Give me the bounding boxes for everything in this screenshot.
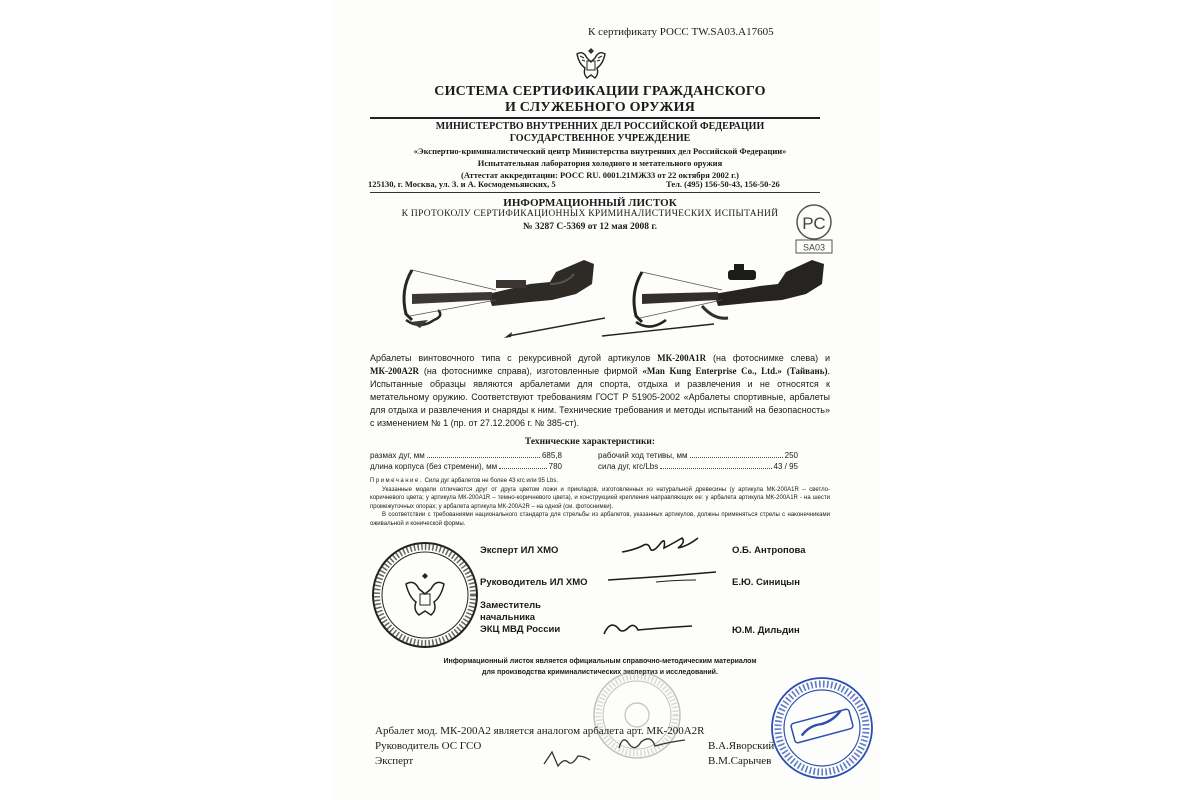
ministry-line1: МИНИСТЕРСТВО ВНУТРЕННИХ ДЕЛ РОССИЙСКОЙ ФЕДЕРАЦИИ [435, 121, 765, 132]
manufacturer: «Man Kung Enterprise Co., Ltd.» [642, 366, 782, 376]
round-seal-stamp [370, 540, 480, 650]
signer-3-title-line1: Заместитель [480, 600, 542, 611]
desc-text-a: Арбалеты винтовочного типа с рекурсивной дугой артикулов [370, 353, 658, 363]
signer-2-title: Руководитель ИЛ ХМО [480, 577, 588, 588]
description-paragraph [370, 352, 830, 430]
signer-1-name: О.Б. Антропова [732, 545, 806, 556]
note-3: В соответствии с требованиями национального стандарта для стрельбы из арбалетов, указанных артикулов, должны применяться стрелы с наконечниками оживальной и конической формы. [370, 512, 830, 527]
blue-certification-seal [770, 676, 874, 780]
signer-3-name: Ю.М. Дильдин [732, 625, 800, 636]
system-title [390, 84, 810, 116]
notes-block [370, 477, 830, 528]
lab-address: 125130, г. Москва, ул. З. и А. Космодемьянских, 5 [368, 179, 556, 189]
system-title-line1: СИСТЕМА СЕРТИФИКАЦИИ ГРАЖДАНСКОГО [434, 84, 766, 99]
spec-value: 685,8 [541, 451, 562, 460]
lab-phone: Тел. (495) 156-50-43, 156-50-26 [666, 179, 780, 189]
spec-row [370, 451, 562, 460]
signer-2-name: Е.Ю. Синицын [732, 577, 801, 588]
specs-title: Технические характеристики: [524, 437, 656, 447]
spec-row [598, 451, 798, 460]
signature-5 [540, 748, 594, 770]
ministry-line5: (Аттестат аккредитации: РОСС RU. 0001.21МЖ33 от 22 октября 2002 г.) [461, 170, 739, 180]
spec-value: 780 [548, 462, 562, 471]
spec-row [598, 462, 798, 471]
header-rule-bottom [370, 192, 820, 193]
handwritten-line2: Руководитель ОС ГСО [375, 740, 482, 752]
handwritten-name2: В.М.Сарычев [708, 755, 772, 767]
ministry-header [360, 121, 840, 181]
signature-3 [600, 618, 696, 640]
info-sheet-title: ИНФОРМАЦИОННЫЙ ЛИСТОК [503, 197, 677, 209]
footer-note-line1: Информационный листок является официальным справочно-методическим материалом [443, 658, 757, 665]
model-1: МК-200А1R [657, 353, 707, 363]
note-label: Примечание. [370, 478, 423, 484]
protocol-number: № 3287 С-5369 от 12 мая 2008 г. [523, 222, 657, 232]
crossbow-photo-right [602, 250, 837, 350]
pct-code: SA03 [802, 242, 826, 253]
spec-row [370, 462, 562, 471]
signature-4 [615, 732, 689, 754]
system-title-line2: И СЛУЖЕБНОГО ОРУЖИЯ [504, 100, 696, 115]
ministry-line2: ГОСУДАРСТВЕННОЕ УЧРЕЖДЕНИЕ [509, 133, 691, 144]
note-1-text: Сила дуг арбалетов не более 43 кгс или 95 Lbs. [422, 478, 558, 484]
desc-text-c: (на фотоснимке справа), изготовленные фирмой [419, 366, 643, 376]
country: (Тайвань) [786, 366, 828, 376]
signature-1 [620, 534, 710, 560]
desc-text-d: . Испытанные образцы являются арбалетами для спорта, отдыха и развлечения и не относятся к метательному оружию. Соответствуют требованиям ГОСТ Р 51905-2002 «Арбалеты спортивные, арбалеты для отдыха и развлечения и снаряды к ним. Технические требования и методы испытаний на безопасность» с изменением № 1 (пр. от 27.12.2006 г. № 385-ст). [370, 366, 830, 428]
header-rule-top [370, 117, 820, 119]
spec-label: длина корпуса (без стремени), мм [370, 462, 498, 471]
certificate-page [330, 0, 880, 800]
footer-note-line2: для производства криминалистических экспертиз и исследований. [482, 669, 718, 676]
ministry-line3: «Экспертно-криминалистический центр Министерства внутренних дел Российской Федерации» [413, 146, 787, 156]
certificate-reference: К сертификату РОСС TW.SA03.A17605 [588, 26, 774, 38]
pct-letters: РС [802, 214, 826, 233]
crossbow-photo-left [380, 250, 605, 350]
note-2: Указанные модели отличаются друг от друга цветом ложи и прикладов, изготовленных из натуральной древесины (у артикула МК-200А1R – светло-коричневого цвета; у артикула МК-200А1R – темно-коричневого цвета), и конструкцией крепления направляющих ее: у арбалета артикула МК-200А1R - на шести промежуточных опорах; у арбалета артикула МК-200А2R – на одной (см. фотоснимки). [370, 486, 830, 510]
signer-3-title-line3: ЭКЦ МВД России [480, 624, 561, 635]
ministry-line4: Испытательная лаборатория холодного и метательного оружия [477, 158, 723, 168]
signature-2 [606, 568, 718, 586]
handwritten-name1: В.А.Яворский [708, 740, 775, 752]
spec-label: рабочий ход тетивы, мм [598, 451, 688, 460]
spec-value: 43 / 95 [773, 462, 798, 471]
handwritten-line1: Арбалет мод. МК-200А2 является аналогом арбалета арт. МК-200А2R [375, 725, 705, 737]
spec-value: 250 [784, 451, 798, 460]
spec-label: размах дуг, мм [370, 451, 425, 460]
spec-label: сила дуг, кгс/Lbs [598, 462, 659, 471]
signer-3-title-line2: начальника [480, 612, 536, 623]
handwritten-line3: Эксперт [375, 755, 414, 767]
coat-of-arms-icon [572, 44, 610, 84]
info-sheet-subtitle: К ПРОТОКОЛУ СЕРТИФИКАЦИОННЫХ КРИМИНАЛИСТИЧЕСКИХ ИСПЫТАНИЙ [401, 209, 779, 219]
model-2: МК-200А2R [370, 366, 420, 376]
note-1 [370, 477, 830, 486]
signer-3-title [480, 600, 560, 636]
desc-text-b: (на фотоснимке слева) и [706, 353, 830, 363]
signer-1-title: Эксперт ИЛ ХМО [480, 545, 559, 556]
